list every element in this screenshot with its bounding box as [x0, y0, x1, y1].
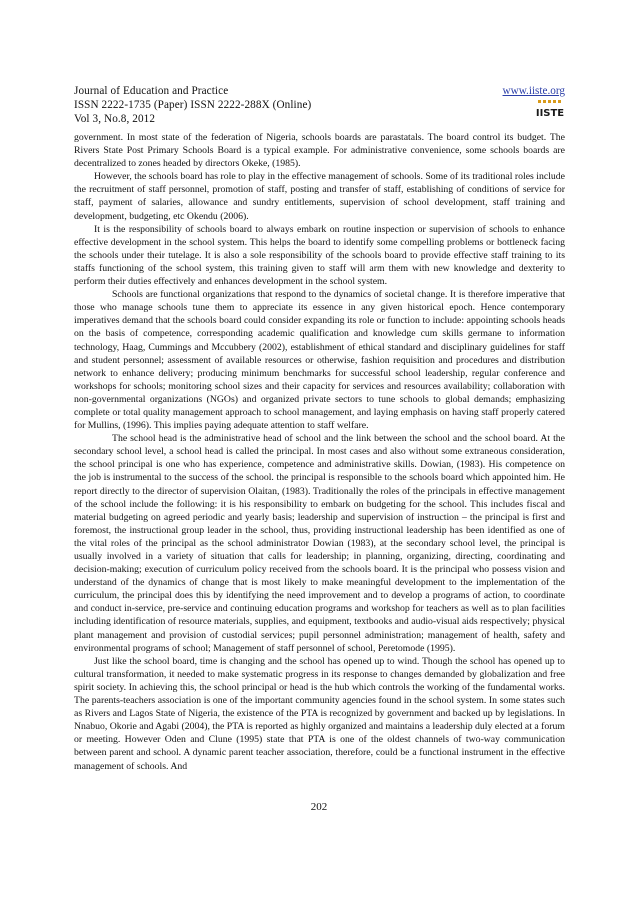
- svg-text:IISTE: IISTE: [535, 108, 565, 119]
- paragraph-2: However, the schools board has role to play in the effective management of schools. Some of its traditional roles include the recruitment of staff personnel, promotion of staff, posting and transfer of staff, establishing of conditions of service for staff, payment of salaries, allowance and sundry entitlements, supervision of school development, staff training and development, budgeting, etc Okendu (2006).: [74, 171, 565, 222]
- paragraph-1: government. In most state of the federation of Nigeria, schools boards are parastatals. The board control its budget. The Rivers State Post Primary Schools Board is a typical example. For administrative convenience, some schools boards are decentralized to zones headed by directors Okeke, (1985).: [74, 132, 565, 170]
- paragraph-5: The school head is the administrative head of school and the link between the school and the school board. At the secondary school level, a school head is called the principal. In most cases and also without some extraneous consideration, the school principal is one who has experience, competence and administrative skills. Dowian, (1983). His competence on the job is instrumental to the success of the school. the principal is responsible to the schools board which appointed him. He report directly to the director of supervision Olaitan, (1983). Traditionally the roles of the principals in effective management of the school include the following: it is his responsibility to embark on budgeting for the school. This includes fiscal and material budgeting on agreed periodic and yearly basis; leadership and supervision of instruction – the principal is first and foremost, the instructional group leader in the school, thus, providing instructional leadership has been identified as one of the vital roles of the principal as the school administrator Dowian (1983), at the secondary school level, the principal is usually involved in a variety of situation that calls for leadership; in planning, organizing, directing, coordinating and decision-making; execution of curriculum policy received from the schools board. It is the principal who possess vision and understand of the dynamics of change that is most likely to make meaningful development to the implementation of the curriculum, the principal does this by identifying the need improvement and to develop a programs of action, to coordinate and conduct in-service, pre-service and continuing education programs and workshop for teachers as well as to plan facilities including identification of resource materials, supplies, and equipment, textbooks and audio-visual aids respectively; physical plant management and provision of custodial services; pupil personnel administration; management of health, safety and environmental programs of school; Management of staff personnel of school, Peretomode (1995).: [74, 433, 565, 654]
- journal-header: [74, 84, 434, 126]
- iiste-logo-icon: [535, 99, 565, 119]
- article-body: [74, 131, 565, 773]
- paragraph-3: It is the responsibility of schools board to always embark on routine inspection or supervision of schools to enhance effective development in the school system. This helps the board to identify some compelling problems or bottleneck facing the schools under their tutelage. It is also a sole responsibility of the schools board to provide effective staff training to its staffs functioning of the school system, this training given to staff will arm them with new knowledge and dexterity to perform their duties effectively and enhances development in the school system.: [74, 223, 565, 288]
- page-number: 202: [310, 801, 328, 813]
- journal-website-block: [503, 84, 565, 98]
- journal-volume: Vol 3, No.8, 2012: [74, 113, 156, 125]
- paragraph-6: Just like the school board, time is changing and the school has opened up to wind. Though the school has opened up to cultural transformation, it needed to make systematic progress in its response to changes demanded by globalization and free spirit society. In achieving this, the school principal or head is the hub which controls the working of the fundamental works. The parents-teachers association is one of the important community agencies found in the school system. In some states such as Rivers and Lagos State of Nigeria, the existence of the PTA is recognized by government and backed up by legislations. In Nnabuo, Okorie and Agabi (2004), the PTA is reported as highly organized and maintains a leadership duly elected at a forum or meeting. However Oden and Clune (1995) state that PTA is one of the oldest channels of two-way communication between parent and school. A dynamic parent teacher association, therefore, could be a functional instrument in the effective management of schools. And: [74, 655, 565, 772]
- journal-website-link[interactable]: www.iiste.org: [502, 85, 565, 97]
- journal-title: Journal of Education and Practice: [74, 85, 229, 97]
- journal-issn: ISSN 2222-1735 (Paper) ISSN 2222-288X (Online): [74, 99, 312, 111]
- paragraph-4: Schools are functional organizations that respond to the dynamics of societal change. It is therefore imperative that those who manage schools tune them to appreciate its essence in any given historical epoch. Hence contemporary imperatives demand that the schools board could consider expanding its role or function to include: appointing schools heads on the basis of competence, corresponding academic qualification and knowledge cum skills germane to information technology, Haag, Cummings and Mccubbery (2002), establishment of ethical standard and disciplinary guidelines for staff and student personnel; assessment of available resources or otherwise, fashion requisition and procedures and distribution network to enhance delivery; producing minimum benchmarks for successful school leadership, regular conference and workshops for schools; monitoring school sizes and their capacity for services and resources availability; collaboration with non-governmental organizations (NGOs) and organized private sectors to tune schools to global demands; emphasizing complete or total quality management approach to school management, and laying emphasis on having staff properly catered for Mullins, (1996). This implies paying adequate attention to staff welfare.: [74, 289, 565, 432]
